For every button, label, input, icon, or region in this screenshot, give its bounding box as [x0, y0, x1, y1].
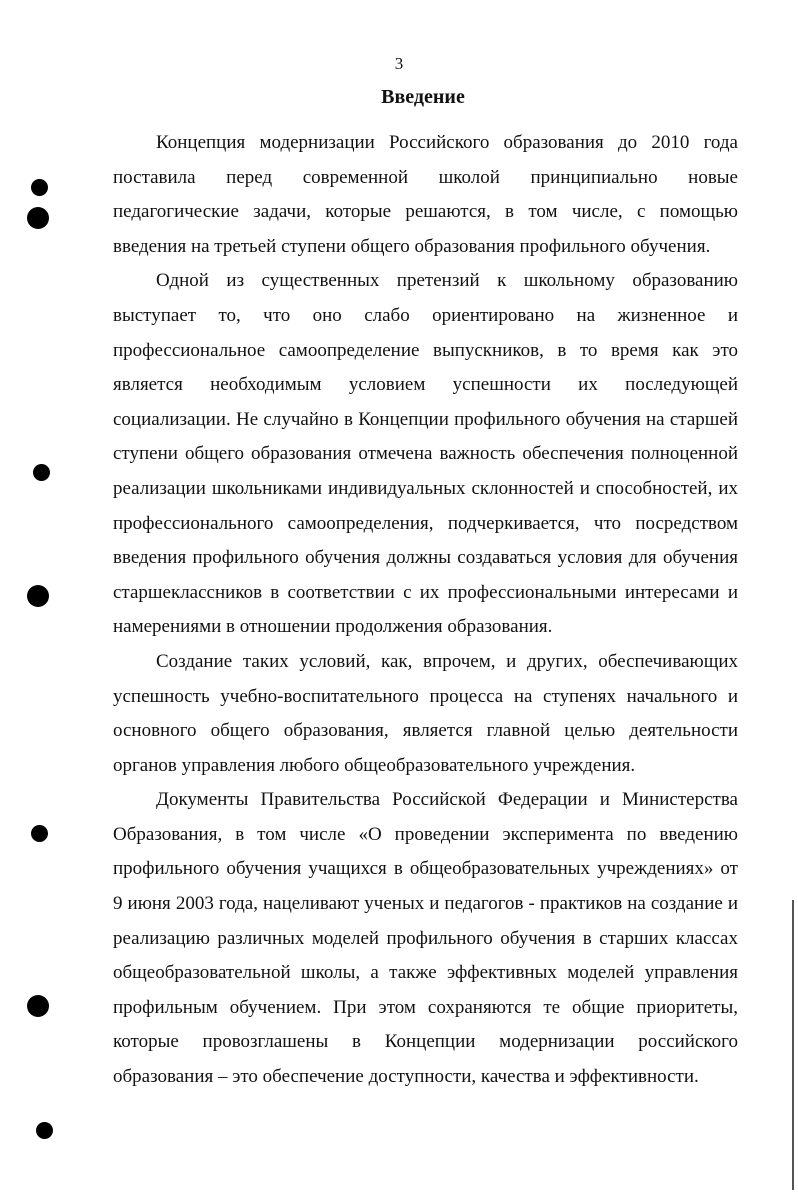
paragraph-2: Одной из существенных претензий к школьному образованию выступает то, что оно слабо ориентировано на жизненное и профессиональное самоопределение выпускников, в то время как это является необходимым условием успешности их последующей социализации. Не случайно в Концепции профильного обучения на старшей ступени общего образования отмечена важность обеспечения полноценной реализации школьниками индивидуальных склонностей и способностей, их профессионального самоопределения, подчеркивается, что посредством введения профильного обучения должны создаваться условия для обучения старшеклассников в соответствии с их профессиональными интересами и намерениями в отношении продолжения образования. — [113, 270, 738, 638]
binder-hole — [31, 179, 48, 196]
page-number: 3 — [394, 54, 404, 73]
body-text — [113, 126, 738, 1095]
binder-hole — [27, 207, 49, 229]
paragraph-1: Концепция модернизации Российского образования до 2010 года поставила перед современной школой принципиально новые педагогические задачи, которые решаются, в том числе, с помощью введения на третьей ступени общего образования профильного обучения. — [113, 132, 738, 257]
paragraph-3: Создание таких условий, как, впрочем, и других, обеспечивающих успешность учебно-воспитательного процесса на ступенях начального и основного общего образования, является главной целью деятельности органов управления любого общеобразовательного учреждения. — [113, 650, 738, 776]
binder-hole — [36, 1122, 53, 1139]
binder-hole — [27, 995, 49, 1017]
binder-hole — [27, 585, 49, 607]
section-title: Введение — [381, 86, 465, 108]
binder-hole — [31, 825, 48, 842]
scan-edge-line — [792, 900, 794, 1190]
paragraph-4: Документы Правительства Российской Федерации и Министерства Образования, в том числе «О проведении эксперимента по введению профильного обучения учащихся в общеобразовательных учреждениях» от 9 июня 2003 года, нацеливают ученых и педагогов - практиков на создание и реализацию различных моделей профильного обучения в старших классах общеобразовательной школы, а также эффективных моделей управления профильным обучением. При этом сохраняются те общие приоритеты, которые провозглашены в Концепции модернизации российского образования – это обеспечение доступности, качества и эффективности. — [113, 789, 738, 1088]
binder-hole — [33, 464, 50, 481]
